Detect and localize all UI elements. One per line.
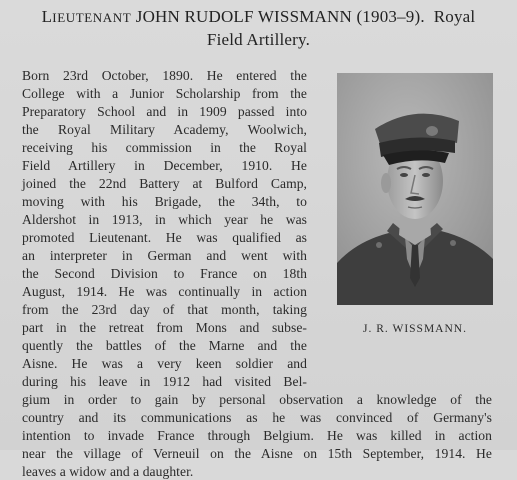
officer-name: JOHN RUDOLF WISSMANN	[135, 7, 352, 26]
rank-rest: IEUTENANT	[52, 10, 132, 25]
unit-line-1: Royal	[433, 7, 476, 26]
body-line: leaves a widow and a daughter.	[22, 464, 194, 479]
body-line: Aisne. He was a very keen soldier and	[22, 356, 307, 371]
body-line: receiving his commission in the Royal	[22, 140, 307, 155]
portrait-photo	[337, 73, 493, 305]
body-line: an interpreter in German and went with	[22, 248, 307, 263]
obituary-heading	[0, 7, 517, 27]
body-line: August, 1914. He was continually in action	[22, 284, 307, 299]
college-years: (1903–9).	[356, 7, 425, 26]
body-line: joined the 22nd Battery at Bulford Camp,	[22, 176, 307, 191]
body-line: the Second Division to France on 18th	[22, 266, 307, 281]
body-line: country and its communications as he was convinced of Germany's	[22, 410, 492, 425]
body-line: Preparatory School and in 1909 passed into	[22, 104, 307, 119]
body-line: promoted Lieutenant. He was qualified as	[22, 230, 307, 245]
body-line: Born 23rd October, 1890. He entered the	[22, 68, 307, 83]
body-line: quently the battles of the Marne and the	[22, 338, 307, 353]
body-line: part in the retreat from Mons and subse-	[22, 320, 307, 335]
body-line: moving with his Brigade, the 34th, to	[22, 194, 307, 209]
body-line: intention to invade France through Belgium. He was killed in action	[22, 428, 492, 443]
body-line: from the 23rd day of that month, taking	[22, 302, 307, 317]
body-line: Aldershot in 1913, in which year he was	[22, 212, 307, 227]
photo-caption: J. R. WISSMANN.	[363, 323, 467, 335]
body-line: the Royal Military Academy, Woolwich,	[22, 122, 307, 137]
body-line: gium in order to gain by personal observation a knowledge of the	[22, 392, 492, 407]
unit-line-2: Field Artillery.	[206, 30, 311, 49]
body-line: College with a Junior Scholarship from the	[22, 86, 307, 101]
rank-initial: L	[41, 7, 53, 26]
body-line: near the village of Verneuil on the Aisne on 15th September, 1914. He	[22, 446, 492, 461]
body-line: during his leave in 1912 had visited Bel-	[22, 374, 307, 389]
body-line: Field Artillery in December, 1910. He	[22, 158, 307, 173]
obituary-heading-line-2	[0, 30, 517, 50]
